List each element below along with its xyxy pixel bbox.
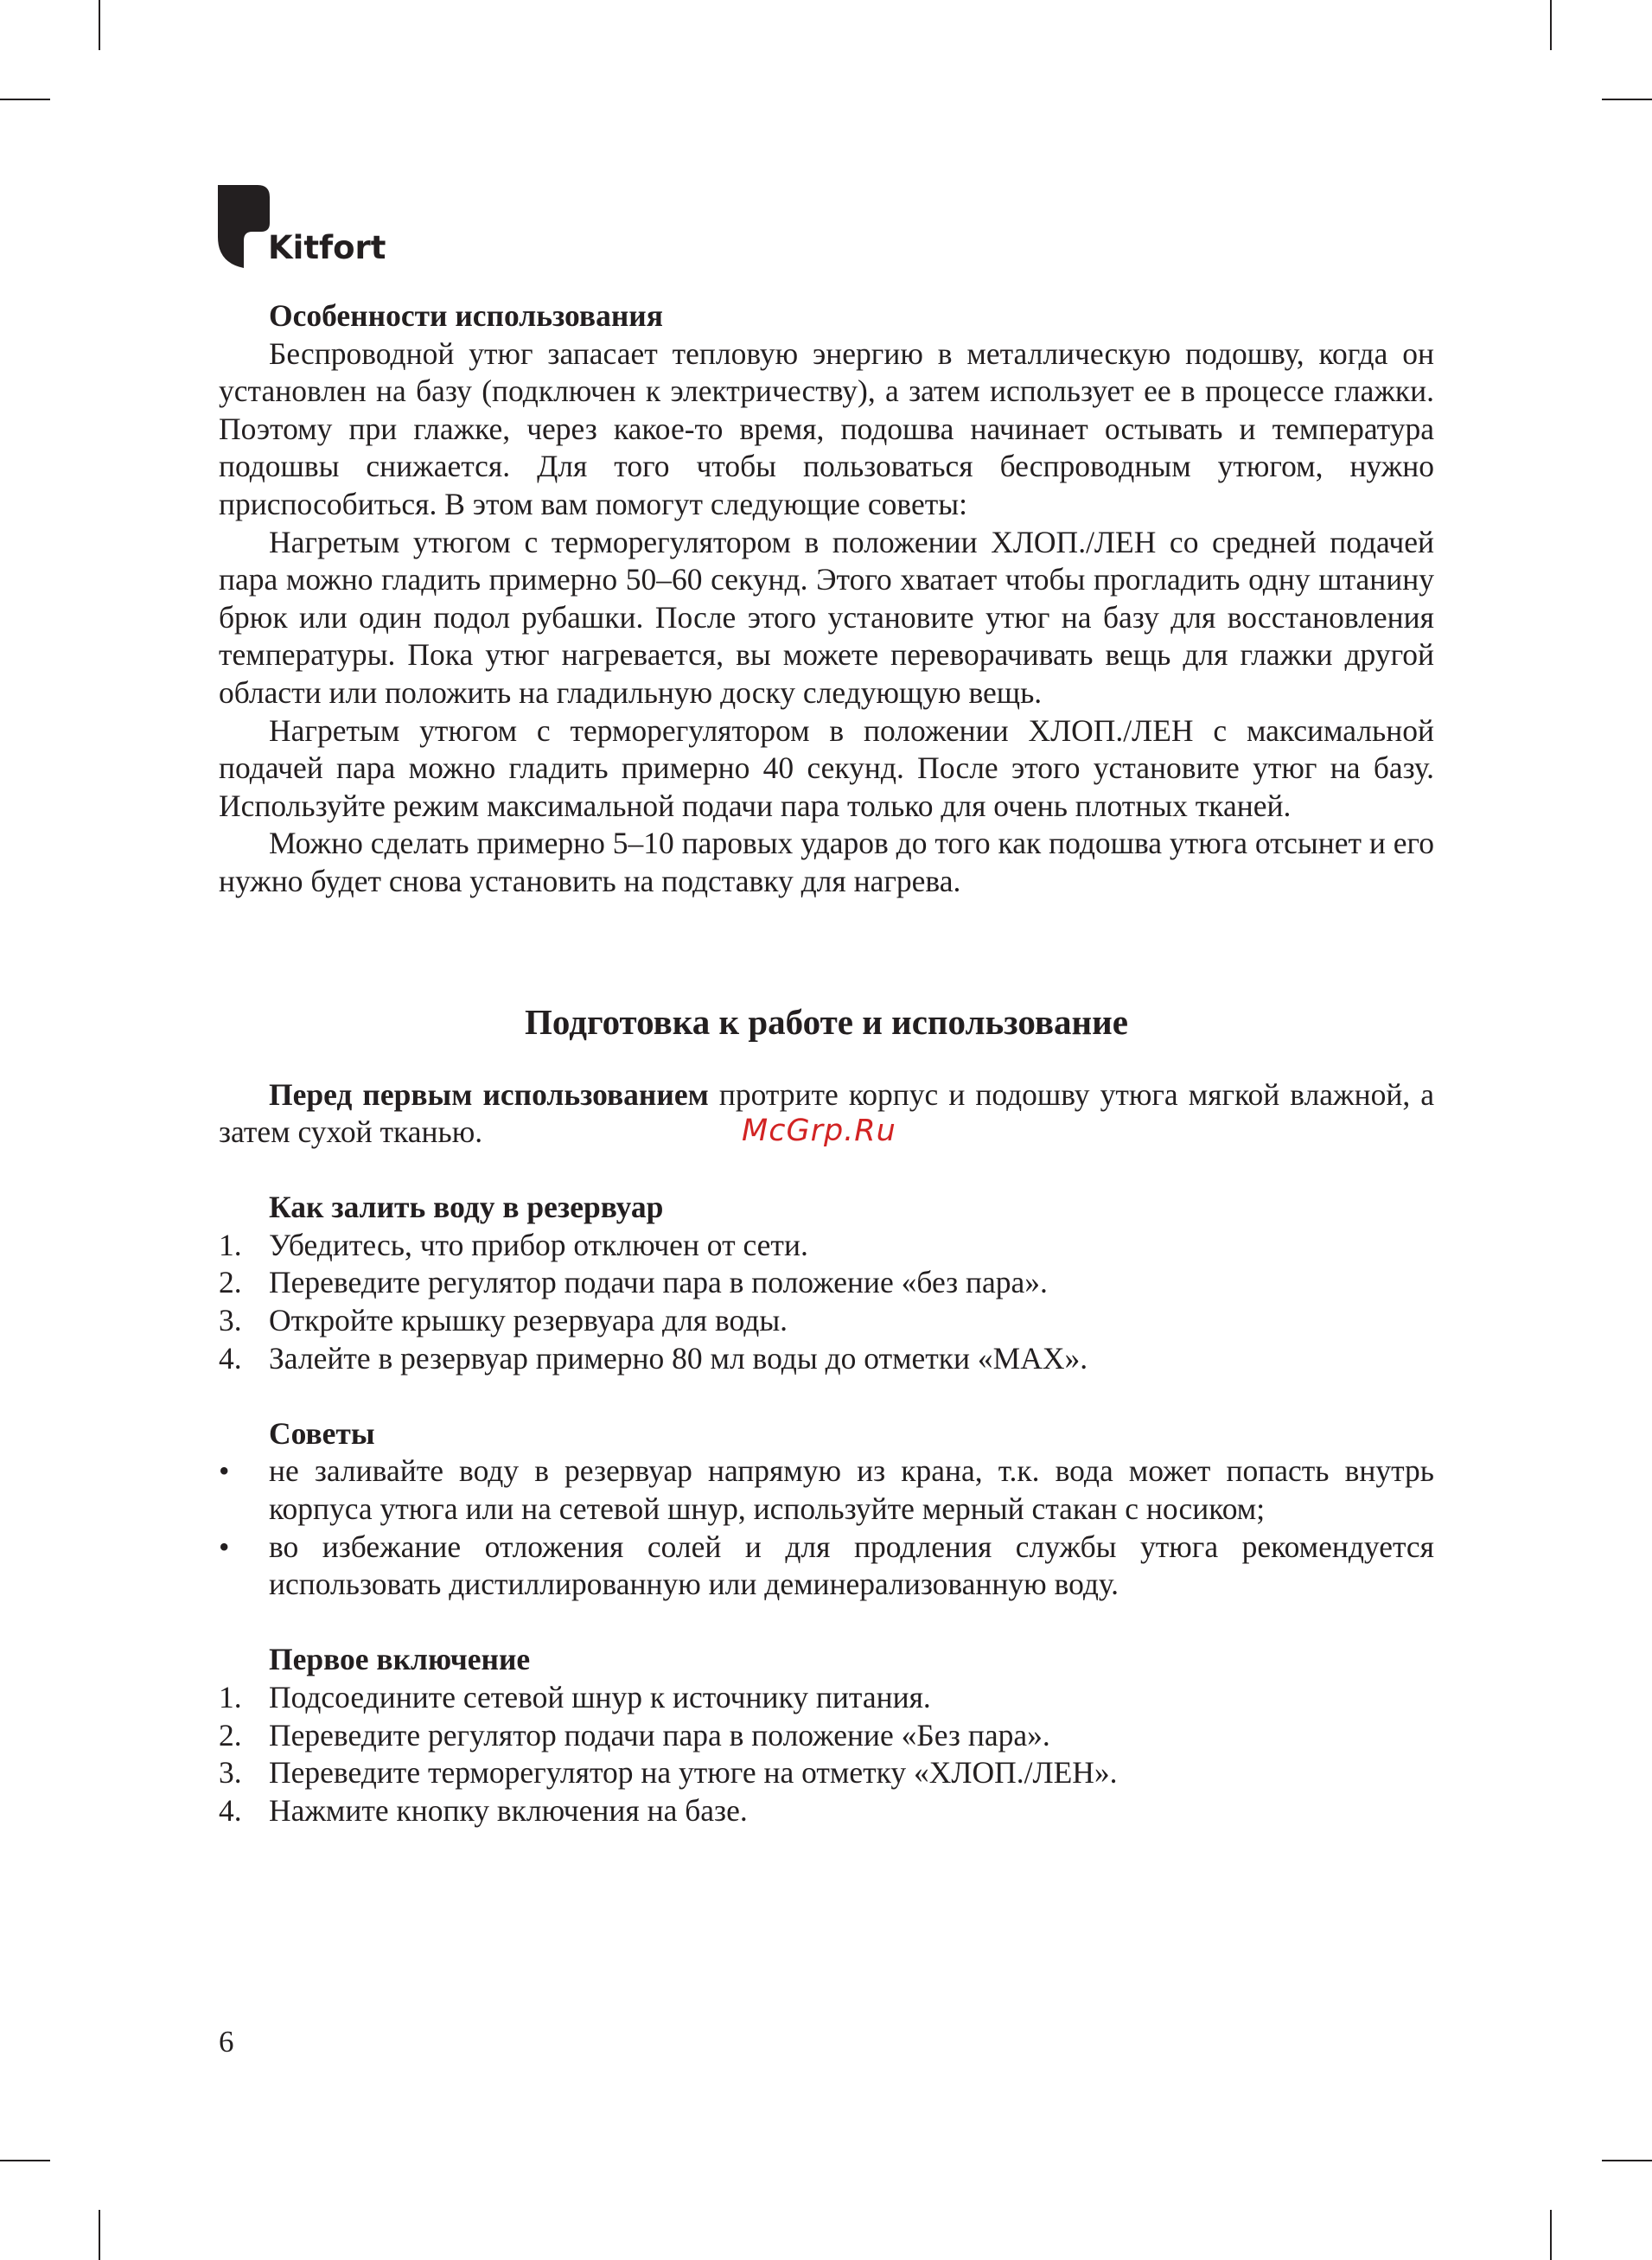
- page-number: 6: [219, 2025, 234, 2059]
- first-power-on-heading: Первое включение: [269, 1642, 531, 1677]
- list-item: [219, 1340, 1434, 1378]
- fill-water-heading: Как залить воду в резервуар: [269, 1190, 664, 1225]
- list-item: [219, 1792, 1434, 1830]
- crop-mark-top-right: [1550, 0, 1552, 50]
- crop-mark-left-top: [0, 99, 50, 100]
- step-text: Нажмите кнопку включения на базе.: [269, 1792, 748, 1828]
- step-number: 1.: [219, 1680, 242, 1714]
- list-item: [219, 1452, 1434, 1528]
- features-paragraph-1: Беспроводной утюг запасает тепловую энергию в металлическую подошву, когда он установлен на базу (подключен к электричеству), а затем использует ее в процессе глажки. Поэтому при глажке, через какое-то время, подошва начинает остывать и температура подошвы снижается. Для того чтобы пользоваться беспроводным утюгом, нужно приспособиться. В этом вам помогут следующие советы:: [219, 335, 1434, 521]
- list-item: [219, 1264, 1434, 1302]
- step-number: 3.: [219, 1755, 242, 1791]
- crop-mark-left-bottom: [0, 2160, 50, 2161]
- step-text: Переведите регулятор подачи пара в положение «без пара».: [269, 1265, 1048, 1300]
- list-item: [219, 1227, 1434, 1265]
- bullet: •: [219, 1453, 230, 1489]
- logo-text: Kitfort: [268, 229, 386, 266]
- step-number: 4.: [219, 1792, 242, 1828]
- crop-mark-right-bottom: [1602, 2160, 1652, 2161]
- step-text: Убедитесь, что прибор отключен от сети.: [269, 1227, 808, 1262]
- step-number: 1.: [219, 1227, 242, 1262]
- tip-text: не заливайте воду в резервуар напрямую из крана, т.к. вода может попасть внутрь корпуса утюга или на сетевой шнур, используйте мерный стакан с носиком;: [269, 1453, 1434, 1527]
- list-item: [219, 1679, 1434, 1717]
- crop-mark-right-top: [1602, 99, 1652, 100]
- before-first-use-text: протрите корпус и подошву утюга мягкой влажной, а затем сухой тканью.: [219, 1076, 1434, 1150]
- page-content: [219, 297, 1434, 1829]
- step-text: Переведите терморегулятор на утюге на отметку «ХЛОП./ЛЕН».: [269, 1755, 1118, 1791]
- fill-water-steps: [219, 1227, 1434, 1377]
- tips-list: [219, 1452, 1434, 1603]
- section-title: Подготовка к работе и использование: [525, 1001, 1128, 1042]
- step-number: 3.: [219, 1303, 242, 1338]
- features-paragraph-2: Нагретым утюгом с терморегулятором в положении ХЛОП./ЛЕН со средней подачей пара можно гладить примерно 50–60 секунд. Этого хватает чтобы прогладить одну штанину брюк или один подол рубашки. После этого установите утюг на базу для восстановления температуры. Пока утюг нагревается, вы можете переворачивать вещь для глажки другой области или положить на гладильную доску следующую вещь.: [219, 524, 1434, 710]
- step-text: Подсоедините сетевой шнур к источнику питания.: [269, 1680, 931, 1714]
- before-first-use-paragraph: [219, 1076, 1434, 1152]
- crop-mark-bottom-left: [99, 2210, 100, 2260]
- step-text: Залейте в резервуар примерно 80 мл воды до отметки «MAX».: [269, 1340, 1088, 1376]
- features-heading: Особенности использования: [269, 298, 663, 333]
- step-text: Переведите регулятор подачи пара в положение «Без пара».: [269, 1717, 1050, 1752]
- list-item: [219, 1302, 1434, 1340]
- step-text: Откройте крышку резервуара для воды.: [269, 1303, 788, 1338]
- before-first-use-lead: Перед первым использованием: [269, 1076, 709, 1112]
- kitfort-logo-icon: [218, 185, 270, 268]
- watermark: McGrp.Ru: [742, 1114, 896, 1148]
- tips-heading: Советы: [269, 1415, 375, 1451]
- brand-logo: [218, 185, 391, 271]
- crop-mark-top-left: [99, 0, 100, 50]
- step-number: 2.: [219, 1717, 242, 1752]
- list-item: [219, 1717, 1434, 1755]
- bullet: •: [219, 1529, 230, 1564]
- features-paragraph-3: Нагретым утюгом с терморегулятором в положении ХЛОП./ЛЕН с максимальной подачей пара можно гладить примерно 40 секунд. После этого установите утюг на базу. Используйте режим максимальной подачи пара только для очень плотных тканей.: [219, 712, 1434, 823]
- first-power-on-steps: [219, 1679, 1434, 1829]
- features-paragraph-4: Можно сделать примерно 5–10 паровых ударов до того как подошва утюга отсынет и его нужно будет снова установить на подставку для нагрева.: [219, 826, 1434, 898]
- step-number: 4.: [219, 1340, 242, 1376]
- step-number: 2.: [219, 1265, 242, 1300]
- tip-text: во избежание отложения солей и для продления службы утюга рекомендуется использовать дистиллированную или деминерализованную воду.: [269, 1529, 1434, 1602]
- list-item: [219, 1529, 1434, 1604]
- crop-mark-bottom-right: [1550, 2210, 1552, 2260]
- list-item: [219, 1754, 1434, 1792]
